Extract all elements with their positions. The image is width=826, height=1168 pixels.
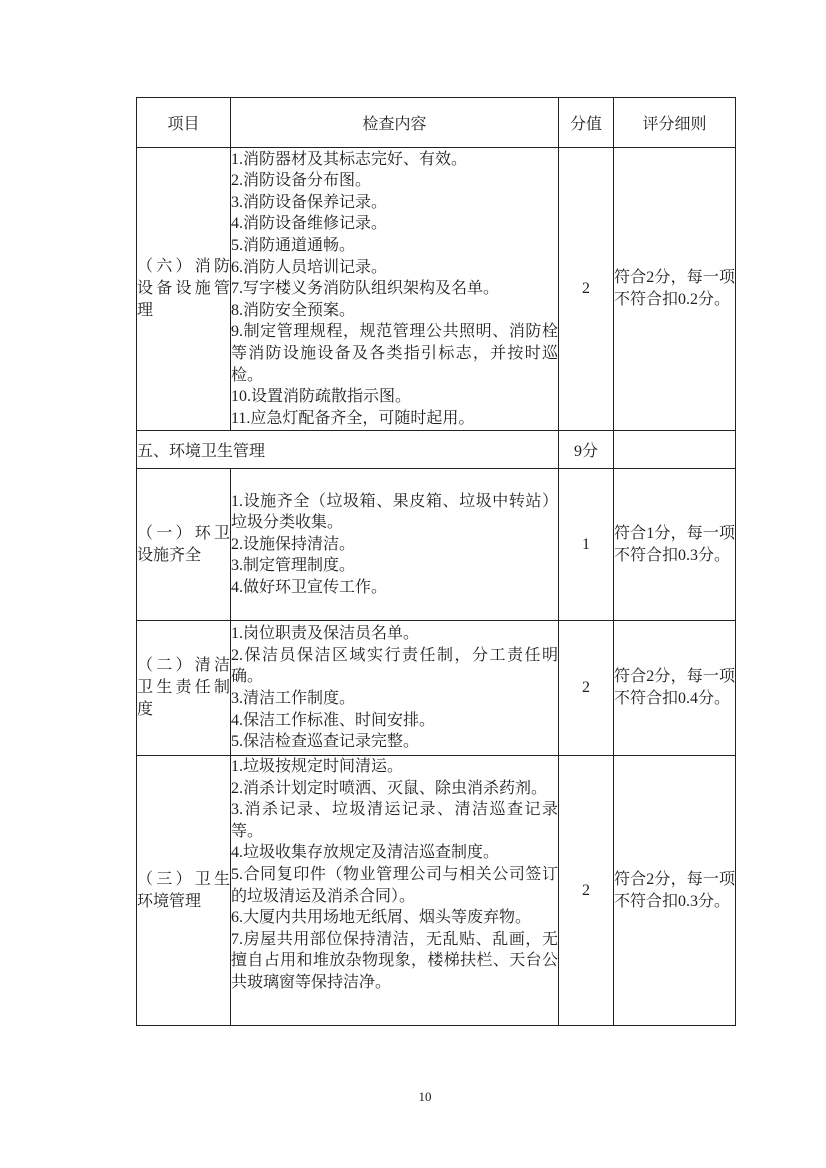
- score-cell: 2: [559, 621, 614, 756]
- header-score: 分值: [559, 98, 614, 148]
- check-item: 5.消防通道通畅。: [231, 237, 356, 255]
- check-item: 3.消防设备保养记录。: [231, 193, 388, 211]
- inspection-table: [136, 97, 736, 1026]
- item-cell: （二）清洁卫生责任制度: [137, 621, 231, 756]
- check-item: 7.写字楼义务消防队组织架构及名单。: [231, 280, 500, 298]
- check-item: 3.清洁工作制度。: [231, 690, 356, 707]
- item-cell: （三）卫生环境管理: [137, 756, 231, 1026]
- check-item: 9.制定管理规程，规范管理公共照明、消防栓等消防设施设备及各类指引标志，并按时巡检。: [231, 323, 558, 384]
- check-item: 2.消防设备分布图。: [231, 172, 372, 190]
- check-item: 6.消防人员培训记录。: [231, 258, 388, 276]
- table-row-sanitation-facilities: [137, 469, 736, 621]
- table-row-cleaning-responsibility: [137, 621, 736, 756]
- section-row: [137, 431, 736, 469]
- rule-cell: 符合2分，每一项不符合扣0.4分。: [614, 621, 736, 756]
- table-row-fire-facilities: [137, 148, 736, 431]
- check-item: 4.做好环卫宣传工作。: [231, 578, 388, 596]
- rule-cell: 符合2分，每一项不符合扣0.2分。: [614, 148, 736, 431]
- page-number: 10: [418, 1089, 432, 1104]
- section-empty-cell: [614, 431, 736, 469]
- item-cell: （一）环卫设施齐全: [137, 469, 231, 621]
- score-cell: 1: [559, 469, 614, 621]
- header-item: 项目: [137, 98, 231, 148]
- content-cell: [231, 756, 559, 1026]
- check-item: 3.消杀记录、垃圾清运记录、清洁巡查记录等。: [231, 801, 558, 840]
- content-cell: [231, 621, 559, 756]
- check-item: 5.保洁检查巡查记录完整。: [231, 733, 420, 751]
- rule-cell: 符合1分，每一项不符合扣0.3分。: [614, 469, 736, 621]
- check-item: 4.垃圾收集存放规定及清洁巡查制度。: [231, 844, 500, 862]
- check-item: 8.消防安全预案。: [231, 301, 356, 319]
- check-item: 1.消防器材及其标志完好、有效。: [231, 150, 468, 168]
- score-cell: 2: [559, 756, 614, 1026]
- check-item: 5.合同复印件（物业管理公司与相关公司签订的垃圾清运及消杀合同）。: [231, 865, 558, 905]
- check-item: 2.设施保持清洁。: [231, 535, 356, 553]
- check-item: 1.垃圾按规定时间清运。: [231, 758, 404, 775]
- rule-cell: 符合2分，每一项不符合扣0.3分。: [614, 756, 736, 1026]
- check-item: 4.保洁工作标准、时间安排。: [231, 711, 436, 729]
- header-rule: 评分细则: [614, 98, 736, 148]
- check-item: 7.房屋共用部位保持清洁，无乱贴、乱画，无擅自占用和堆放杂物现象，楼梯扶栏、天台公共玻璃窗等保持洁净。: [231, 930, 558, 991]
- check-item: 2.消杀计划定时喷洒、灭鼠、除虫消杀药剂。: [231, 779, 548, 797]
- check-item: 1.设施齐全（垃圾箱、果皮箱、垃圾中转站）垃圾分类收集。: [231, 492, 558, 532]
- check-item: 6.大厦内共用场地无纸屑、烟头等废弃物。: [231, 909, 532, 927]
- check-item: 1.岗位职责及保洁员名单。: [231, 625, 420, 643]
- section-score: 9分: [559, 431, 614, 469]
- check-item: 4.消防设备维修记录。: [231, 215, 388, 233]
- content-cell: [231, 469, 559, 621]
- check-item: 10.设置消防疏散指示图。: [231, 388, 412, 406]
- item-cell: （六）消防设备设施管理: [137, 148, 231, 431]
- check-item: 3.制定管理制度。: [231, 557, 356, 575]
- content-cell: [231, 148, 559, 431]
- section-title: 五、环境卫生管理: [137, 431, 559, 469]
- check-item: 2.保洁员保洁区域实行责任制，分工责任明确。: [231, 646, 558, 686]
- check-item: 11.应急灯配备齐全，可随时起用。: [231, 409, 475, 427]
- score-cell: 2: [559, 148, 614, 431]
- header-content: 检查内容: [231, 98, 559, 148]
- table-row-hygiene-environment: [137, 756, 736, 1026]
- header-row: [137, 98, 736, 148]
